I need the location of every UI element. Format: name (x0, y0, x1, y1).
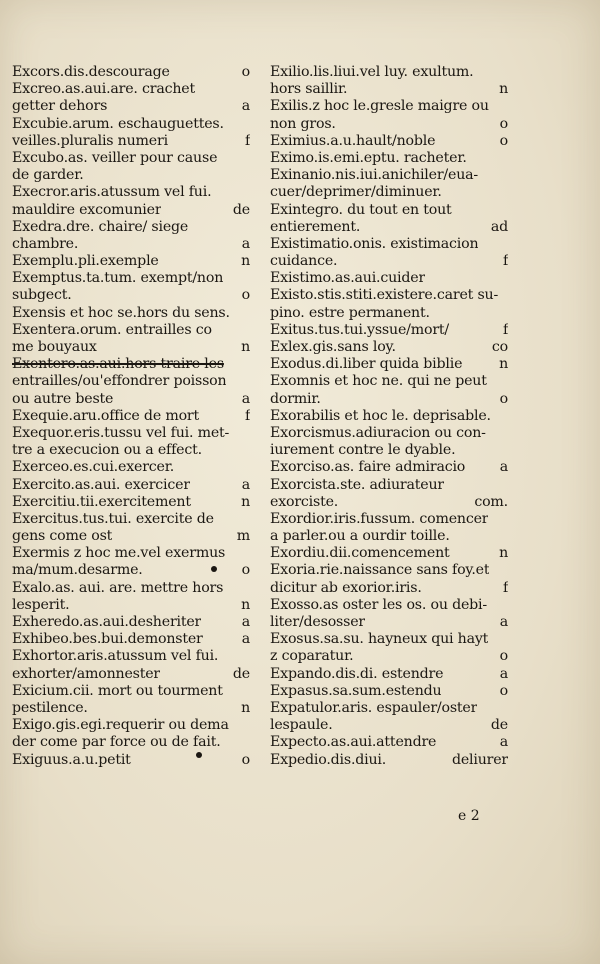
entry-text: Exintegro. du tout en tout (270, 201, 452, 218)
entry-text: chambre. (12, 235, 79, 252)
right-column (270, 64, 508, 769)
dictionary-line (12, 98, 250, 115)
entry-text: Expecto.as.aui.attendre (270, 734, 437, 751)
gender-mark: o (499, 115, 508, 132)
entry-text: Exentera.orum. entrailles co (12, 321, 212, 338)
entry-text: mauldire excomunier (12, 201, 162, 218)
dictionary-line (12, 477, 250, 494)
gender-mark: o (241, 562, 250, 579)
gender-mark: o (499, 390, 508, 407)
dictionary-line (270, 98, 508, 115)
ink-blot (211, 566, 217, 572)
entry-text: Expasus.sa.sum.estendu (270, 682, 442, 699)
dictionary-line (270, 442, 508, 459)
entry-text: Excreo.as.aui.are. crachet (12, 81, 195, 98)
dictionary-line (12, 631, 250, 648)
gender-mark: n (241, 596, 250, 613)
entry-text: cuidance. (270, 253, 338, 270)
dictionary-line (270, 270, 508, 287)
entry-text: a parler.ou a ourdir toille. (270, 528, 450, 545)
entry-text: Exercitus.tus.tui. exercite de (12, 510, 214, 527)
dictionary-line (270, 666, 508, 683)
dictionary-line (12, 752, 250, 769)
entry-text: Eximo.is.emi.eptu. racheter. (270, 149, 467, 166)
dictionary-line (12, 545, 250, 562)
dictionary-line (270, 184, 508, 201)
entry-text: entrailles/ou'effondrer poisson (12, 373, 227, 390)
entry-text: Exilis.z hoc le.gresle maigre ou (270, 98, 489, 115)
dictionary-line (270, 253, 508, 270)
entry-text: subgect. (12, 287, 72, 304)
entry-text: Exentero.as.aui.hors traire les (12, 356, 224, 373)
signature-mark: e 2 (458, 808, 480, 824)
entry-text: tre a execucion ou a effect. (12, 442, 202, 459)
dictionary-line (12, 597, 250, 614)
gender-mark: deliurer (451, 751, 508, 768)
dictionary-line (270, 752, 508, 769)
entry-text: me bouyaux (12, 339, 97, 355)
entry-text: Exordior.iris.fussum. comencer (270, 510, 489, 527)
dictionary-line (12, 648, 250, 665)
gender-mark: f (502, 253, 508, 270)
dictionary-line (12, 287, 250, 304)
dictionary-line (12, 528, 250, 545)
dictionary-line (12, 219, 250, 236)
dictionary-line (270, 425, 508, 442)
dictionary-line (270, 580, 508, 597)
dictionary-line (12, 408, 250, 425)
dictionary-line (270, 236, 508, 253)
gender-mark: de (232, 201, 250, 218)
gender-mark: n (241, 339, 250, 355)
gender-mark: f (502, 579, 508, 596)
gender-mark: o (241, 287, 250, 304)
gender-mark: com. (474, 493, 508, 510)
entry-text: Existimo.as.aui.cuider (270, 270, 426, 287)
entry-text: Expando.dis.di. estendre (270, 665, 444, 682)
entry-text: Exerceo.es.cui.exercer. (12, 459, 175, 476)
entry-text: ma/mum.desarme. (12, 562, 143, 579)
gender-mark: n (241, 699, 250, 716)
entry-text: Existimatio.onis. existimacion (270, 235, 479, 252)
dictionary-line (12, 734, 250, 751)
dictionary-line (270, 545, 508, 562)
dictionary-line (12, 356, 250, 373)
dictionary-line (12, 305, 250, 322)
entry-text: Exilio.lis.liui.vel luy. exultum. (270, 64, 474, 80)
entry-text: dicitur ab exorior.iris. (270, 579, 422, 596)
dictionary-line (12, 116, 250, 133)
dictionary-line (270, 133, 508, 150)
dictionary-line (270, 683, 508, 700)
entry-text: Exiguus.a.u.petit (12, 751, 131, 768)
entry-text: Expatulor.aris. espauler/oster (270, 699, 478, 716)
entry-text: Exemptus.ta.tum. exempt/non (12, 270, 224, 287)
entry-text: Exedra.dre. chaire/ siege (12, 218, 189, 235)
ink-blot (196, 752, 202, 758)
gender-mark: a (499, 665, 508, 682)
dictionary-line (12, 184, 250, 201)
dictionary-line (270, 219, 508, 236)
gender-mark: f (244, 407, 250, 424)
entry-text: lesperit. (12, 596, 70, 613)
dictionary-line (270, 408, 508, 425)
gender-mark: n (241, 493, 250, 510)
entry-text: entierement. (270, 218, 361, 235)
dictionary-line (12, 150, 250, 167)
entry-text: Existo.stis.stiti.existere.caret su- (270, 287, 499, 304)
entry-text: der come par force ou de fait. (12, 734, 221, 751)
entry-text: dormir. (270, 390, 321, 407)
dictionary-line (12, 236, 250, 253)
dictionary-line (12, 391, 250, 408)
dictionary-line (270, 202, 508, 219)
entry-text: cuer/deprimer/diminuer. (270, 184, 442, 201)
gender-mark: f (244, 132, 250, 149)
entry-text: hors saillir. (270, 81, 348, 98)
entry-text: Exorciso.as. faire admiracio (270, 459, 466, 476)
entry-text: Exomnis et hoc ne. qui ne peut (270, 373, 487, 390)
entry-text: pestilence. (12, 699, 88, 716)
dictionary-line (12, 339, 250, 356)
dictionary-line (12, 614, 250, 631)
dictionary-line (270, 64, 508, 81)
entry-text: Exlex.gis.sans loy. (270, 339, 396, 355)
dictionary-line (270, 648, 508, 665)
gender-mark: a (241, 614, 250, 630)
left-column (12, 64, 250, 769)
entry-text: Exheredo.as.aui.desheriter (12, 614, 202, 630)
dictionary-line (12, 580, 250, 597)
dictionary-line (12, 322, 250, 339)
dictionary-line (12, 717, 250, 734)
gender-mark: o (241, 751, 250, 768)
entry-text: z coparatur. (270, 648, 354, 665)
gender-mark: a (241, 476, 250, 493)
entry-text: liter/desosser (270, 614, 365, 630)
gender-mark: a (241, 98, 250, 115)
dictionary-line (12, 683, 250, 700)
dictionary-line (12, 425, 250, 442)
dictionary-line (270, 339, 508, 356)
dictionary-line (270, 305, 508, 322)
gender-mark: o (499, 132, 508, 149)
gender-mark: n (499, 545, 508, 562)
entry-text: de garder. (12, 167, 84, 184)
gender-mark: o (499, 682, 508, 699)
dictionary-line (270, 597, 508, 614)
dictionary-line (270, 494, 508, 511)
entry-text: Exordiu.dii.comencement (270, 545, 450, 562)
entry-text: Exitus.tus.tui.yssue/mort/ (270, 321, 449, 338)
dictionary-line (270, 562, 508, 579)
entry-text: Exemplu.pli.exemple (12, 253, 159, 270)
entry-text: pino. estre permanent. (270, 304, 430, 321)
dictionary-line (270, 116, 508, 133)
dictionary-line (270, 511, 508, 528)
gender-mark: f (502, 321, 508, 338)
entry-text: Exequie.aru.office de mort (12, 407, 200, 424)
dictionary-line (270, 717, 508, 734)
entry-text: Exorcismus.adiuracion ou con- (270, 424, 486, 441)
gender-mark: a (241, 235, 250, 252)
entry-text: Exorcista.ste. adiurateur (270, 476, 444, 493)
dictionary-line (270, 528, 508, 545)
gender-mark: n (241, 253, 250, 270)
dictionary-line (12, 494, 250, 511)
entry-text: Eximius.a.u.hault/noble (270, 132, 436, 149)
entry-text: lespaule. (270, 717, 333, 734)
dictionary-line (270, 287, 508, 304)
dictionary-line (270, 81, 508, 98)
gender-mark: de (232, 665, 250, 682)
dictionary-line (12, 459, 250, 476)
entry-text: Excors.dis.descourage (12, 64, 170, 80)
entry-text: Exhibeo.bes.bui.demonster (12, 631, 203, 648)
entry-text: Exodus.di.liber quida biblie (270, 356, 463, 373)
entry-text: exhorter/amonnester (12, 665, 161, 682)
dictionary-line (12, 133, 250, 150)
dictionary-line (12, 167, 250, 184)
dictionary-line (12, 373, 250, 390)
gender-mark: a (499, 614, 508, 630)
gender-mark: a (499, 734, 508, 751)
entry-text: Exinanio.nis.iui.anichiler/eua- (270, 167, 478, 184)
entry-text: Execror.aris.atussum vel fui. (12, 184, 212, 201)
gender-mark: co (491, 339, 508, 355)
gender-mark: m (236, 528, 250, 545)
entry-text: exorciste. (270, 493, 339, 510)
dictionary-line (270, 700, 508, 717)
gender-mark: n (499, 81, 508, 98)
entry-text: Exicium.cii. mort ou tourment (12, 682, 223, 699)
gender-mark: de (490, 717, 508, 734)
entry-text: Exensis et hoc se.hors du sens. (12, 304, 230, 321)
gender-mark: o (241, 64, 250, 80)
entry-text: Exosso.as oster les os. ou debi- (270, 596, 487, 613)
dictionary-line (270, 631, 508, 648)
dictionary-line (270, 459, 508, 476)
entry-text: Exequor.eris.tussu vel fui. met- (12, 424, 230, 441)
entry-text: Exosus.sa.su. hayneux qui hayt (270, 631, 489, 648)
entry-text: Exoria.rie.naissance sans foy.et (270, 562, 490, 579)
dictionary-line (12, 511, 250, 528)
dictionary-line (270, 322, 508, 339)
dictionary-line (12, 666, 250, 683)
gender-mark: ad (490, 218, 508, 235)
entry-text: Exermis z hoc me.vel exermus (12, 545, 226, 562)
gender-mark: n (499, 356, 508, 373)
dictionary-line (270, 477, 508, 494)
dictionary-line (12, 700, 250, 717)
entry-text: iurement contre le dyable. (270, 442, 456, 459)
dictionary-line (12, 253, 250, 270)
dictionary-line (12, 81, 250, 98)
dictionary-line (12, 202, 250, 219)
entry-text: Exercitiu.tii.exercitement (12, 493, 191, 510)
entry-text: Excubo.as. veiller pour cause (12, 149, 218, 166)
entry-text: ou autre beste (12, 390, 114, 407)
entry-text: gens come ost (12, 528, 113, 545)
entry-text: Expedio.dis.diui. (270, 751, 387, 768)
dictionary-line (270, 356, 508, 373)
entry-text: Exorabilis et hoc le. deprisable. (270, 407, 491, 424)
gender-mark: a (241, 631, 250, 648)
entry-text: Exigo.gis.egi.requerir ou dema (12, 717, 229, 734)
dictionary-line (12, 270, 250, 287)
dictionary-line (270, 614, 508, 631)
dictionary-line (12, 442, 250, 459)
entry-text: Exercito.as.aui. exercicer (12, 476, 190, 493)
dictionary-line (270, 167, 508, 184)
entry-text: veilles.pluralis numeri (12, 132, 168, 149)
gender-mark: o (499, 648, 508, 665)
dictionary-line (270, 150, 508, 167)
gender-mark: a (499, 459, 508, 476)
dictionary-line (12, 64, 250, 81)
gender-mark: a (241, 390, 250, 407)
entry-text: non gros. (270, 115, 336, 132)
entry-text: Exhortor.aris.atussum vel fui. (12, 648, 219, 665)
dictionary-line (270, 391, 508, 408)
dictionary-line (270, 373, 508, 390)
entry-text: Exalo.as. aui. are. mettre hors (12, 579, 224, 596)
dictionary-line (270, 734, 508, 751)
entry-text: Excubie.arum. eschauguettes. (12, 115, 224, 132)
entry-text: getter dehors (12, 98, 108, 115)
